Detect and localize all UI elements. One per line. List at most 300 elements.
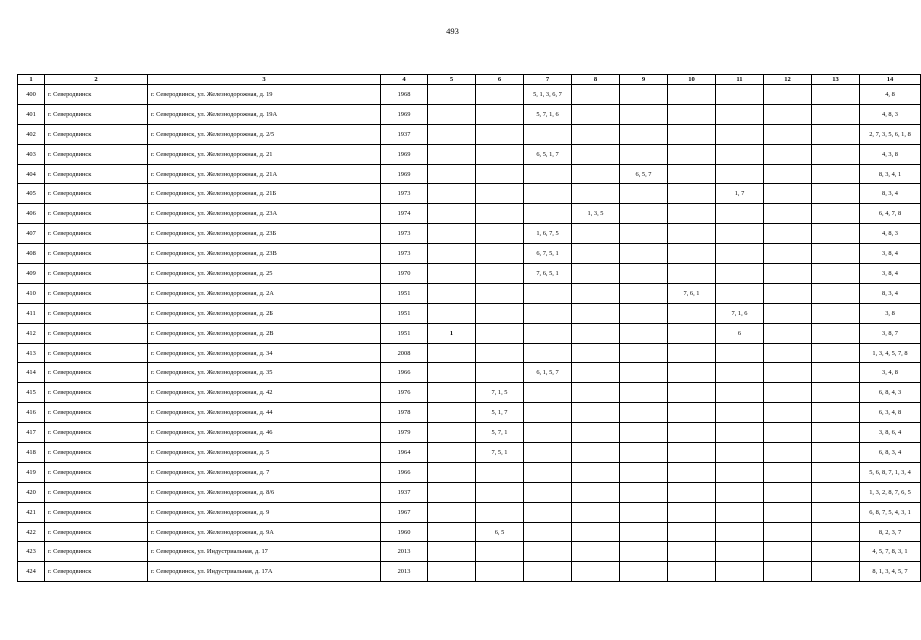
table-cell-col-5 [428, 443, 476, 463]
table-cell-col-1: 404 [18, 164, 45, 184]
table-cell-col-3: г. Северодвинск, ул. Железнодорожная, д. 9А [148, 522, 381, 542]
table-cell-col-7: 7, 6, 5, 1 [524, 264, 572, 284]
table-row [18, 403, 921, 423]
table-cell-col-8 [572, 224, 620, 244]
table-cell-col-3: г. Северодвинск, ул. Железнодорожная, д. 23А [148, 204, 381, 224]
table-cell-col-6 [476, 363, 524, 383]
table-cell-col-7 [524, 502, 572, 522]
table-cell-col-10 [668, 542, 716, 562]
column-header-8: 8 [572, 75, 620, 85]
table-cell-col-13 [812, 363, 860, 383]
table-cell-col-6 [476, 482, 524, 502]
table-cell-col-7 [524, 204, 572, 224]
table-cell-col-1: 419 [18, 462, 45, 482]
table-cell-col-4: 1978 [381, 403, 428, 423]
table-cell-col-13 [812, 124, 860, 144]
table-cell-col-13 [812, 144, 860, 164]
table-cell-col-12 [764, 562, 812, 582]
table-cell-col-7 [524, 403, 572, 423]
table-cell-col-3: г. Северодвинск, ул. Железнодорожная, д. 21Б [148, 184, 381, 204]
table-cell-col-3: г. Северодвинск, ул. Железнодорожная, д. 19А [148, 104, 381, 124]
column-header-1: 1 [18, 75, 45, 85]
table-cell-col-9 [620, 224, 668, 244]
table-cell-col-5 [428, 144, 476, 164]
table-cell-col-11 [716, 224, 764, 244]
table-cell-col-10 [668, 184, 716, 204]
table-cell-col-5 [428, 423, 476, 443]
table-cell-col-5 [428, 303, 476, 323]
table-cell-col-2: г. Северодвинск [45, 164, 148, 184]
table-cell-col-2: г. Северодвинск [45, 303, 148, 323]
table-row [18, 204, 921, 224]
table-cell-col-14: 6, 3, 4, 8 [860, 403, 921, 423]
table-cell-col-5 [428, 542, 476, 562]
table-cell-col-12 [764, 383, 812, 403]
table-cell-col-1: 411 [18, 303, 45, 323]
page-number: 493 [446, 26, 459, 36]
table-cell-col-1: 423 [18, 542, 45, 562]
table-cell-col-6 [476, 502, 524, 522]
table-row [18, 562, 921, 582]
table-cell-col-9 [620, 383, 668, 403]
table-cell-col-3: г. Северодвинск, ул. Железнодорожная, д. 19 [148, 85, 381, 105]
table-cell-col-11 [716, 383, 764, 403]
table-cell-col-13 [812, 283, 860, 303]
table-body [18, 85, 921, 582]
table-cell-col-5 [428, 204, 476, 224]
column-header-4: 4 [381, 75, 428, 85]
table-cell-col-12 [764, 423, 812, 443]
table-cell-col-4: 1967 [381, 502, 428, 522]
table-cell-col-14: 6, 4, 7, 8 [860, 204, 921, 224]
table-cell-col-14: 4, 8, 3 [860, 104, 921, 124]
table-cell-col-12 [764, 403, 812, 423]
table-cell-col-4: 1966 [381, 363, 428, 383]
table-cell-col-13 [812, 482, 860, 502]
table-cell-col-13 [812, 403, 860, 423]
table-row [18, 343, 921, 363]
table-cell-col-1: 409 [18, 264, 45, 284]
table-cell-col-10 [668, 244, 716, 264]
table-cell-col-7 [524, 184, 572, 204]
table-cell-col-9 [620, 403, 668, 423]
table-cell-col-12 [764, 522, 812, 542]
table-cell-col-2: г. Северодвинск [45, 224, 148, 244]
table-cell-col-6: 5, 7, 1 [476, 423, 524, 443]
table-cell-col-2: г. Северодвинск [45, 85, 148, 105]
table-cell-col-12 [764, 443, 812, 463]
table-cell-col-3: г. Северодвинск, ул. Индустриальная, д. 17 [148, 542, 381, 562]
table-cell-col-4: 2008 [381, 343, 428, 363]
table-cell-col-4: 1969 [381, 104, 428, 124]
table-cell-col-14: 3, 8, 7 [860, 323, 921, 343]
table-cell-col-11 [716, 443, 764, 463]
table-cell-col-1: 407 [18, 224, 45, 244]
table-cell-col-4: 1974 [381, 204, 428, 224]
table-cell-col-4: 1973 [381, 224, 428, 244]
table-cell-col-14: 4, 8, 3 [860, 224, 921, 244]
table-row [18, 164, 921, 184]
table-cell-col-13 [812, 443, 860, 463]
table-cell-col-10 [668, 423, 716, 443]
table-cell-col-6 [476, 323, 524, 343]
table-cell-col-14: 6, 8, 4, 3 [860, 383, 921, 403]
table-cell-col-2: г. Северодвинск [45, 363, 148, 383]
table-cell-col-13 [812, 164, 860, 184]
table-cell-col-2: г. Северодвинск [45, 562, 148, 582]
table-cell-col-11: 6 [716, 323, 764, 343]
table-cell-col-10 [668, 224, 716, 244]
table-cell-col-12 [764, 264, 812, 284]
table-cell-col-3: г. Северодвинск, ул. Железнодорожная, д. 34 [148, 343, 381, 363]
table-cell-col-10 [668, 144, 716, 164]
column-header-5: 5 [428, 75, 476, 85]
table-cell-col-14: 5, 6, 8, 7, 1, 3, 4 [860, 462, 921, 482]
table-cell-col-6: 7, 5, 1 [476, 443, 524, 463]
table-cell-col-5 [428, 184, 476, 204]
table-cell-col-2: г. Северодвинск [45, 542, 148, 562]
table-cell-col-8: 1, 3, 5 [572, 204, 620, 224]
table-cell-col-4: 2013 [381, 542, 428, 562]
table-cell-col-7 [524, 124, 572, 144]
table-cell-col-13 [812, 502, 860, 522]
table-cell-col-14: 3, 8, 6, 4 [860, 423, 921, 443]
table-cell-col-11 [716, 104, 764, 124]
table-cell-col-7 [524, 522, 572, 542]
table-cell-col-9 [620, 443, 668, 463]
table-cell-col-3: г. Северодвинск, ул. Железнодорожная, д. 2А [148, 283, 381, 303]
table-cell-col-9 [620, 323, 668, 343]
table-cell-col-6 [476, 85, 524, 105]
table-cell-col-14: 1, 3, 4, 5, 7, 8 [860, 343, 921, 363]
table-cell-col-1: 412 [18, 323, 45, 343]
table-cell-col-6 [476, 144, 524, 164]
table-cell-col-7 [524, 383, 572, 403]
table-cell-col-2: г. Северодвинск [45, 482, 148, 502]
table-cell-col-2: г. Северодвинск [45, 184, 148, 204]
table-cell-col-2: г. Северодвинск [45, 462, 148, 482]
table-cell-col-8 [572, 383, 620, 403]
table-cell-col-3: г. Северодвинск, ул. Железнодорожная, д. 2Б [148, 303, 381, 323]
table-row [18, 85, 921, 105]
table-cell-col-11 [716, 403, 764, 423]
table-cell-col-2: г. Северодвинск [45, 244, 148, 264]
table-cell-col-12 [764, 144, 812, 164]
table-cell-col-3: г. Северодвинск, ул. Железнодорожная, д. 2/5 [148, 124, 381, 144]
table-cell-col-13 [812, 522, 860, 542]
table-cell-col-12 [764, 224, 812, 244]
table-cell-col-4: 1937 [381, 124, 428, 144]
table-cell-col-14: 6, 8, 7, 5, 4, 3, 1 [860, 502, 921, 522]
table-cell-col-4: 1960 [381, 522, 428, 542]
table-cell-col-6 [476, 562, 524, 582]
table-cell-col-10 [668, 383, 716, 403]
table-cell-col-4: 1973 [381, 184, 428, 204]
table-cell-col-3: г. Северодвинск, ул. Железнодорожная, д. 2В [148, 323, 381, 343]
table-cell-col-12 [764, 244, 812, 264]
table-cell-col-12 [764, 184, 812, 204]
table-cell-col-1: 413 [18, 343, 45, 363]
table-row [18, 124, 921, 144]
table-cell-col-6 [476, 164, 524, 184]
table-cell-col-4: 1969 [381, 144, 428, 164]
table-cell-col-8 [572, 363, 620, 383]
table-cell-col-9: 6, 5, 7 [620, 164, 668, 184]
table-cell-col-13 [812, 462, 860, 482]
table-cell-col-2: г. Северодвинск [45, 104, 148, 124]
table-cell-col-14: 8, 3, 4 [860, 184, 921, 204]
table-cell-col-11 [716, 482, 764, 502]
table-cell-col-4: 1979 [381, 423, 428, 443]
table-cell-col-5 [428, 403, 476, 423]
housing-table [17, 74, 921, 582]
table-cell-col-10 [668, 482, 716, 502]
table-cell-col-2: г. Северодвинск [45, 323, 148, 343]
table-cell-col-8 [572, 423, 620, 443]
table-row [18, 144, 921, 164]
table-cell-col-12 [764, 542, 812, 562]
table-cell-col-4: 1968 [381, 85, 428, 105]
table-cell-col-10 [668, 164, 716, 184]
column-header-6: 6 [476, 75, 524, 85]
table-row [18, 104, 921, 124]
table-cell-col-3: г. Северодвинск, ул. Индустриальная, д. 17А [148, 562, 381, 582]
table-cell-col-10 [668, 363, 716, 383]
table-cell-col-13 [812, 323, 860, 343]
table-cell-col-2: г. Северодвинск [45, 522, 148, 542]
table-cell-col-9 [620, 482, 668, 502]
table-cell-col-10 [668, 462, 716, 482]
table-cell-col-4: 1951 [381, 303, 428, 323]
table-cell-col-1: 402 [18, 124, 45, 144]
table-cell-col-5 [428, 244, 476, 264]
table-cell-col-12 [764, 204, 812, 224]
table-cell-col-4: 2013 [381, 562, 428, 582]
table-cell-col-8 [572, 104, 620, 124]
table-cell-col-12 [764, 124, 812, 144]
table-cell-col-6 [476, 343, 524, 363]
table-cell-col-3: г. Северодвинск, ул. Железнодорожная, д. 21А [148, 164, 381, 184]
table-cell-col-4: 1973 [381, 244, 428, 264]
table-cell-col-8 [572, 164, 620, 184]
table-cell-col-7 [524, 423, 572, 443]
table-cell-col-14: 3, 8, 4 [860, 264, 921, 284]
table-cell-col-10 [668, 443, 716, 463]
table-cell-col-1: 403 [18, 144, 45, 164]
table-cell-col-14: 2, 7, 3, 5, 6, 1, 8 [860, 124, 921, 144]
table-cell-col-7: 6, 1, 5, 7 [524, 363, 572, 383]
table-cell-col-7: 1, 6, 7, 5 [524, 224, 572, 244]
table-cell-col-6 [476, 104, 524, 124]
table-row [18, 522, 921, 542]
table-cell-col-13 [812, 542, 860, 562]
table-cell-col-9 [620, 283, 668, 303]
table-cell-col-11 [716, 204, 764, 224]
table-cell-col-9 [620, 502, 668, 522]
column-header-9: 9 [620, 75, 668, 85]
table-cell-col-11: 1, 7 [716, 184, 764, 204]
table-cell-col-12 [764, 323, 812, 343]
table-cell-col-13 [812, 562, 860, 582]
table-cell-col-4: 1951 [381, 283, 428, 303]
table-cell-col-8 [572, 303, 620, 323]
column-header-13: 13 [812, 75, 860, 85]
table-cell-col-11 [716, 124, 764, 144]
table-cell-col-8 [572, 522, 620, 542]
table-cell-col-3: г. Северодвинск, ул. Железнодорожная, д. 7 [148, 462, 381, 482]
table-cell-col-11 [716, 343, 764, 363]
table-cell-col-14: 6, 8, 3, 4 [860, 443, 921, 463]
table-cell-col-7: 6, 5, 1, 7 [524, 144, 572, 164]
table-cell-col-4: 1966 [381, 462, 428, 482]
table-cell-col-6 [476, 124, 524, 144]
table-cell-col-9 [620, 124, 668, 144]
table-row [18, 224, 921, 244]
table-cell-col-5 [428, 502, 476, 522]
table-cell-col-11 [716, 542, 764, 562]
table-cell-col-8 [572, 144, 620, 164]
table-row [18, 443, 921, 463]
table-cell-col-3: г. Северодвинск, ул. Железнодорожная, д. 21 [148, 144, 381, 164]
table-cell-col-7 [524, 343, 572, 363]
table-cell-col-14: 4, 5, 7, 8, 3, 1 [860, 542, 921, 562]
table-cell-col-11 [716, 562, 764, 582]
table-cell-col-10 [668, 204, 716, 224]
table-cell-col-5 [428, 164, 476, 184]
table-cell-col-7 [524, 164, 572, 184]
table-cell-col-7 [524, 443, 572, 463]
table-cell-col-9 [620, 303, 668, 323]
table-row [18, 542, 921, 562]
table-cell-col-10 [668, 343, 716, 363]
table-cell-col-10 [668, 264, 716, 284]
table-cell-col-10 [668, 562, 716, 582]
table-cell-col-1: 405 [18, 184, 45, 204]
table-cell-col-11 [716, 363, 764, 383]
table-cell-col-8 [572, 482, 620, 502]
table-cell-col-14: 4, 8 [860, 85, 921, 105]
table-cell-col-12 [764, 363, 812, 383]
table-cell-col-3: г. Северодвинск, ул. Железнодорожная, д. 8/6 [148, 482, 381, 502]
table-cell-col-2: г. Северодвинск [45, 443, 148, 463]
table-row [18, 462, 921, 482]
table-cell-col-2: г. Северодвинск [45, 403, 148, 423]
table-cell-col-10 [668, 85, 716, 105]
table-cell-col-3: г. Северодвинск, ул. Железнодорожная, д. 25 [148, 264, 381, 284]
table-cell-col-13 [812, 184, 860, 204]
table-cell-col-13 [812, 204, 860, 224]
table-cell-col-14: 3, 4, 8 [860, 363, 921, 383]
table-cell-col-3: г. Северодвинск, ул. Железнодорожная, д. 9 [148, 502, 381, 522]
table-cell-col-14: 8, 3, 4 [860, 283, 921, 303]
table-cell-col-4: 1951 [381, 323, 428, 343]
table-cell-col-9 [620, 244, 668, 264]
table-cell-col-12 [764, 303, 812, 323]
table-cell-col-2: г. Северодвинск [45, 144, 148, 164]
table-cell-col-5 [428, 104, 476, 124]
table-cell-col-1: 421 [18, 502, 45, 522]
table-cell-col-12 [764, 104, 812, 124]
table-cell-col-9 [620, 462, 668, 482]
table-cell-col-11 [716, 502, 764, 522]
table-cell-col-5 [428, 264, 476, 284]
table-cell-col-14: 1, 3, 2, 8, 7, 6, 5 [860, 482, 921, 502]
table-cell-col-12 [764, 283, 812, 303]
table-cell-col-1: 417 [18, 423, 45, 443]
table-cell-col-6: 5, 1, 7 [476, 403, 524, 423]
table-row [18, 383, 921, 403]
table-cell-col-4: 1969 [381, 164, 428, 184]
table-cell-col-9 [620, 562, 668, 582]
table-cell-col-1: 400 [18, 85, 45, 105]
table-cell-col-9 [620, 542, 668, 562]
table-cell-col-11 [716, 522, 764, 542]
table-cell-col-12 [764, 462, 812, 482]
table-cell-col-2: г. Северодвинск [45, 423, 148, 443]
table-cell-col-5 [428, 283, 476, 303]
table-cell-col-11 [716, 85, 764, 105]
table-cell-col-1: 410 [18, 283, 45, 303]
table-cell-col-6 [476, 184, 524, 204]
table-cell-col-4: 1964 [381, 443, 428, 463]
table-cell-col-7 [524, 542, 572, 562]
table-cell-col-3: г. Северодвинск, ул. Железнодорожная, д. 44 [148, 403, 381, 423]
table-cell-col-6: 7, 1, 5 [476, 383, 524, 403]
table-cell-col-3: г. Северодвинск, ул. Железнодорожная, д. 23Б [148, 224, 381, 244]
table-cell-col-5 [428, 482, 476, 502]
table-row [18, 283, 921, 303]
table-row [18, 303, 921, 323]
table-cell-col-1: 422 [18, 522, 45, 542]
table-cell-col-1: 415 [18, 383, 45, 403]
table-cell-col-7 [524, 482, 572, 502]
table-cell-col-3: г. Северодвинск, ул. Железнодорожная, д. 23В [148, 244, 381, 264]
table-cell-col-7 [524, 562, 572, 582]
table-cell-col-5 [428, 363, 476, 383]
table-cell-col-13 [812, 303, 860, 323]
table-cell-col-6 [476, 303, 524, 323]
table-cell-col-2: г. Северодвинск [45, 283, 148, 303]
table-cell-col-13 [812, 85, 860, 105]
table-cell-col-10 [668, 522, 716, 542]
table-cell-col-7: 5, 1, 3, 6, 7 [524, 85, 572, 105]
table-cell-col-9 [620, 423, 668, 443]
table-cell-col-1: 414 [18, 363, 45, 383]
table-cell-col-14: 3, 8, 4 [860, 244, 921, 264]
table-cell-col-10 [668, 323, 716, 343]
table-cell-col-8 [572, 124, 620, 144]
table-cell-col-12 [764, 164, 812, 184]
table-cell-col-5 [428, 522, 476, 542]
table-cell-col-1: 416 [18, 403, 45, 423]
table-cell-col-11 [716, 462, 764, 482]
table-cell-col-9 [620, 184, 668, 204]
table-cell-col-13 [812, 264, 860, 284]
table-cell-col-8 [572, 343, 620, 363]
table-cell-col-7: 6, 7, 5, 1 [524, 244, 572, 264]
column-header-12: 12 [764, 75, 812, 85]
table-cell-col-11 [716, 283, 764, 303]
table-cell-col-4: 1976 [381, 383, 428, 403]
table-row [18, 264, 921, 284]
table-cell-col-6 [476, 244, 524, 264]
table-cell-col-1: 401 [18, 104, 45, 124]
table-cell-col-11 [716, 423, 764, 443]
table-cell-col-6 [476, 224, 524, 244]
table-cell-col-6 [476, 204, 524, 224]
table-row [18, 502, 921, 522]
table-cell-col-1: 408 [18, 244, 45, 264]
